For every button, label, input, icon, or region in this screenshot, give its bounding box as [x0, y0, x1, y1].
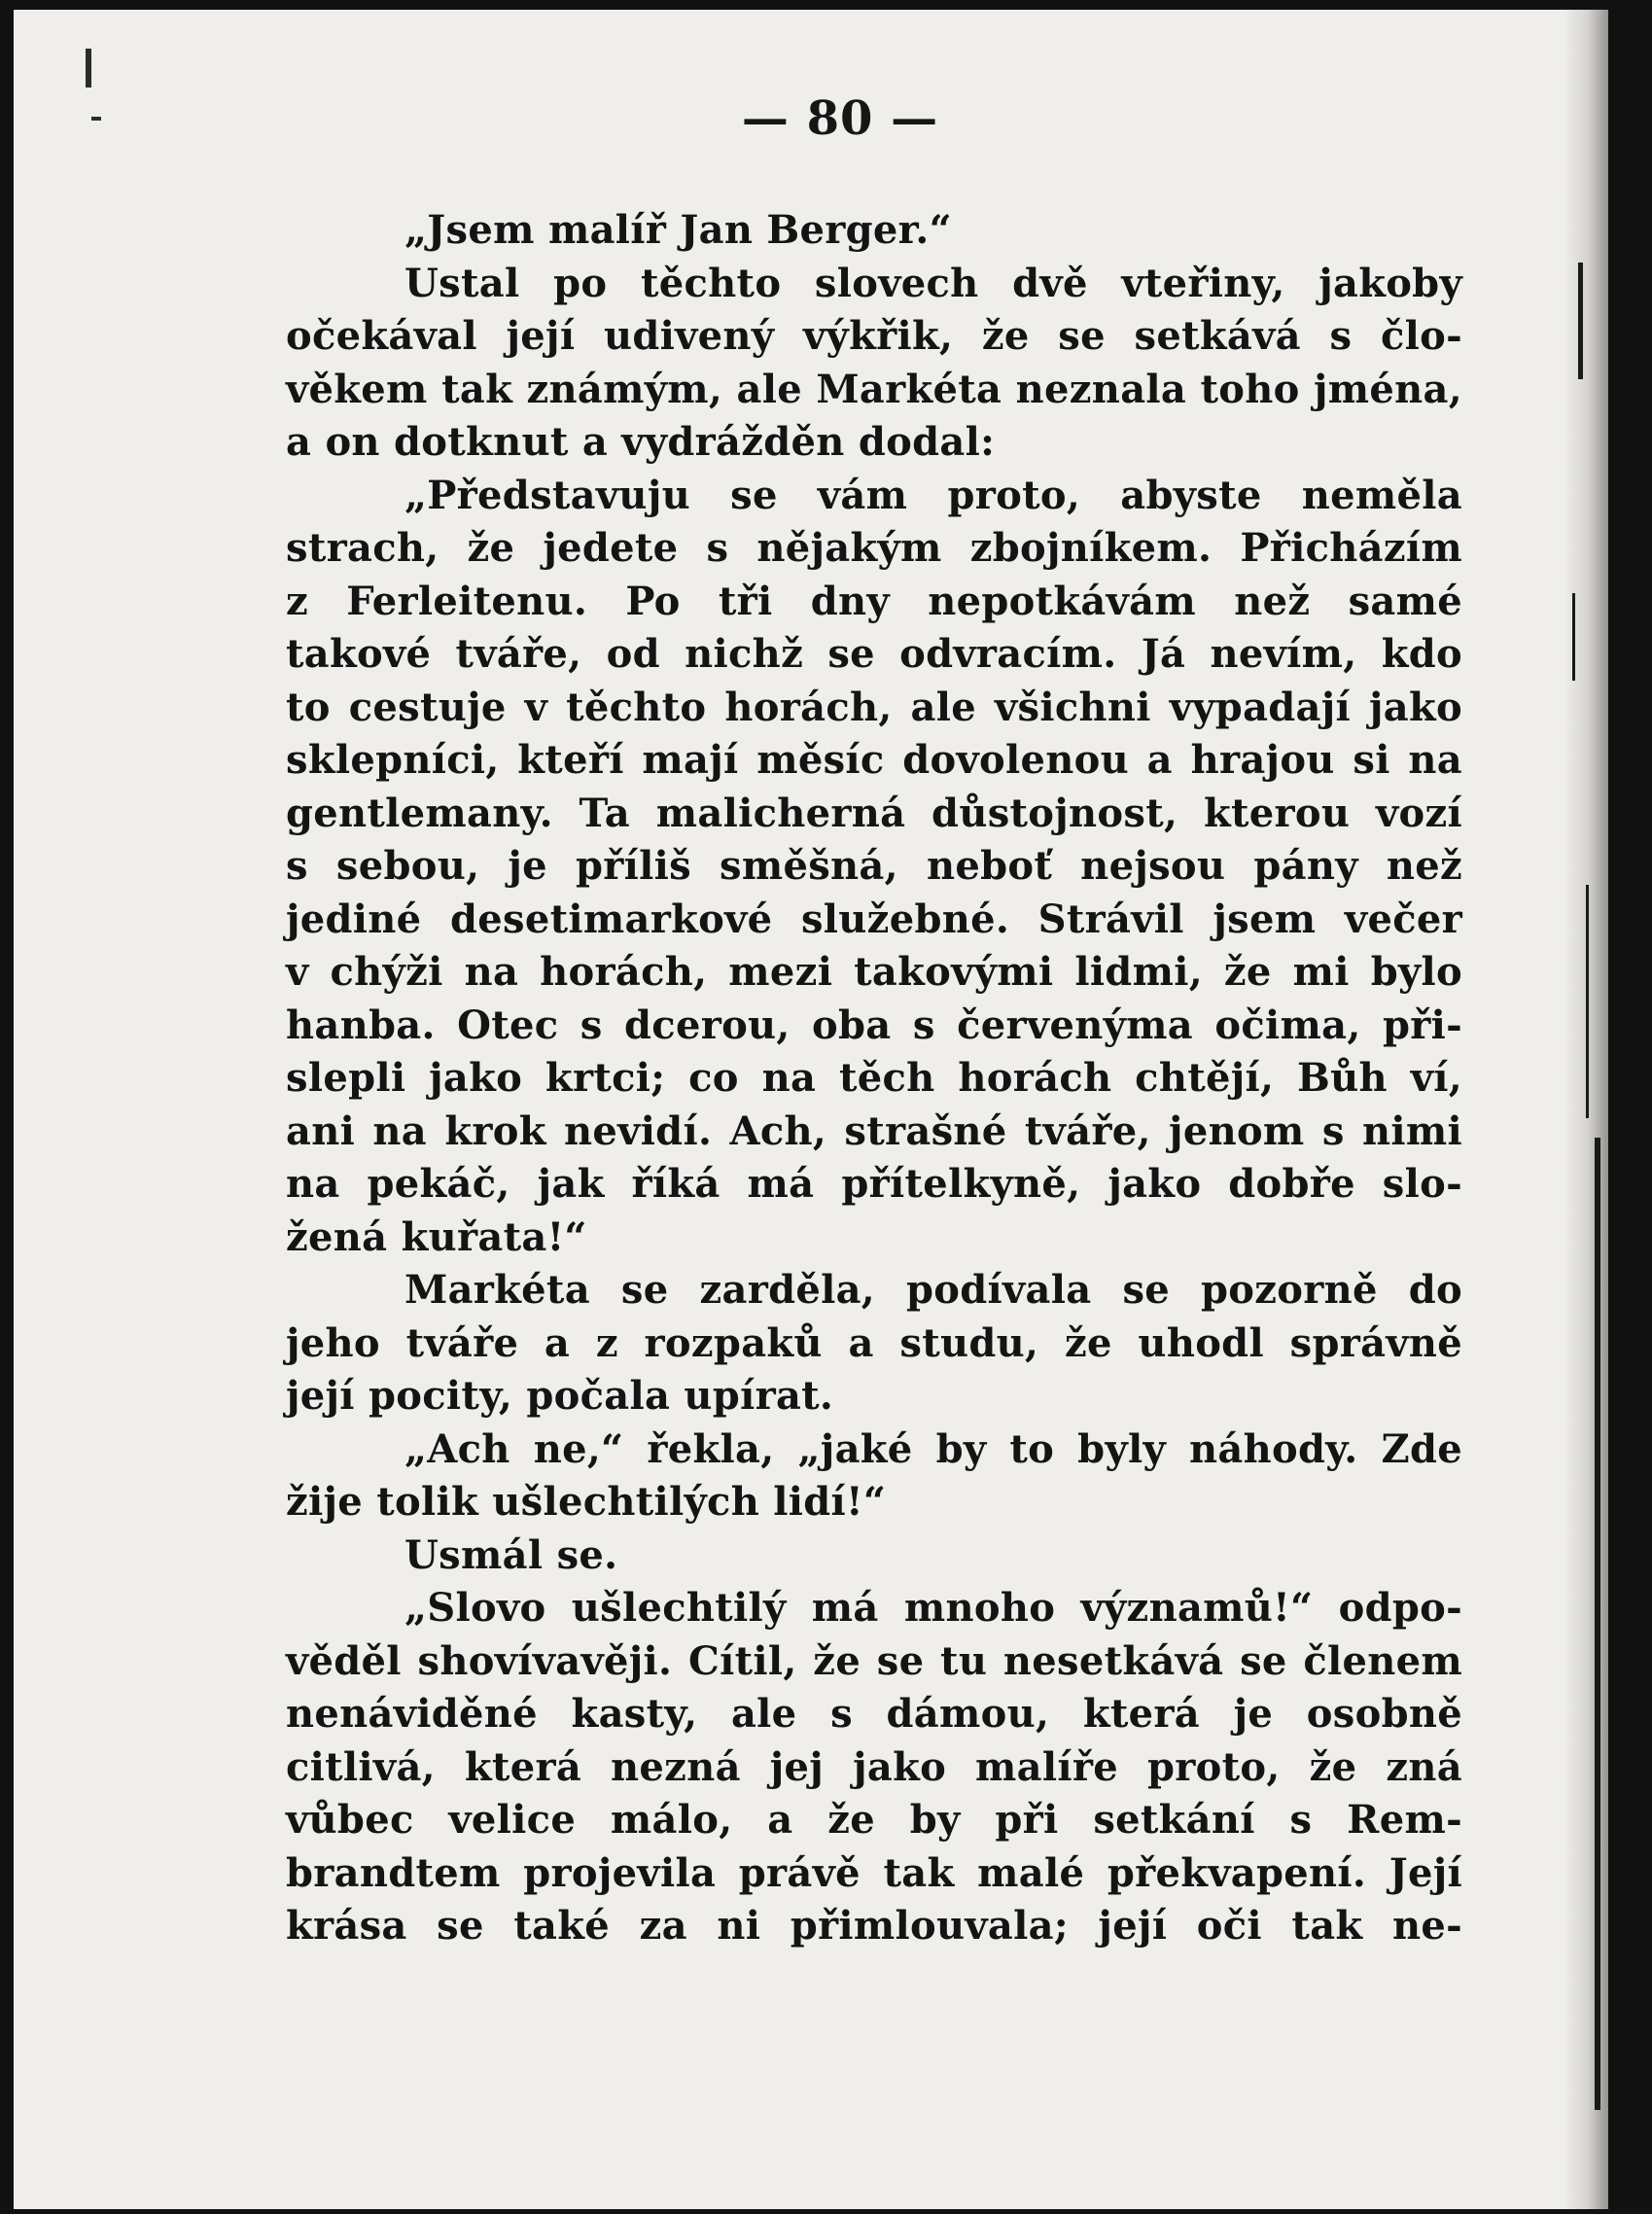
text-line: Ustal po těchto slovech dvě vteřiny, jakoby: [404, 260, 1462, 306]
page-number: — 80 —: [741, 91, 939, 146]
text-line: to cestuje v těchto horách, ale všichni vypadají jako: [286, 684, 1462, 730]
text-line: brandtem projevila právě tak malé překvapení. Její: [286, 1849, 1462, 1896]
text-line: sklepníci, kteří mají měsíc dovolenou a hrajou si na: [286, 737, 1462, 783]
text-line: věděl shovívavěji. Cítil, že se tu nesetkává se členem: [286, 1637, 1462, 1684]
text-line: v chýži na horách, mezi takovými lidmi, že mi bylo: [286, 949, 1462, 995]
text-line: věkem tak známým, ale Markéta neznala toho jména,: [286, 366, 1462, 412]
binding-mark: [1572, 593, 1575, 681]
text-line: „Představuju se vám proto, abyste neměla: [404, 472, 1462, 518]
text-line: z Ferleitenu. Po tři dny nepotkávám než samé: [286, 578, 1462, 624]
text-line: takové tváře, od nichž se odvracím. Já nevím, kdo: [286, 631, 1462, 677]
text-line: a on dotknut a vydrážděn dodal:: [286, 419, 996, 465]
text-line: nenáviděné kasty, ale s dámou, která je osobně: [286, 1691, 1462, 1737]
text-line: očekával její udivený výkřik, že se setkává s člo-: [286, 313, 1462, 359]
body-text: [286, 204, 1462, 1953]
text-line: gentlemany. Ta malicherná důstojnost, kterou vozí: [286, 790, 1462, 836]
scan-speck: [86, 49, 91, 88]
text-line: Markéta se zarděla, podívala se pozorně do: [404, 1267, 1462, 1313]
text-line: strach, že jedete s nějakým zbojníkem. Přicházím: [286, 525, 1462, 571]
text-line: ani na krok nevidí. Ach, strašné tváře, jenom s nimi: [286, 1107, 1462, 1154]
text-line: „Ach ne,“ řekla, „jaké by to byly náhody. Zde: [404, 1425, 1462, 1472]
text-line: její pocity, počala upírat.: [286, 1373, 834, 1419]
binding-mark: [1595, 1138, 1600, 2110]
text-line: slepli jako krtci; co na těch horách chtějí, Bůh ví,: [286, 1055, 1462, 1101]
text-line: na pekáč, jak říká má přítelkyně, jako dobře slo-: [286, 1161, 1462, 1207]
binding-mark: [1578, 263, 1583, 379]
text-line: jeho tváře a z rozpaků a studu, že uhodl správně: [286, 1319, 1462, 1366]
text-line: „Slovo ušlechtilý má mnoho významů!“ odpo-: [404, 1585, 1462, 1631]
text-line: citlivá, která nezná jej jako malíře proto, že zná: [286, 1743, 1462, 1790]
text-line: s sebou, je příliš směšná, neboť nejsou pány než: [286, 843, 1462, 889]
binding-mark: [1586, 885, 1589, 1118]
text-line: jediné desetimarkové služebné. Strávil jsem večer: [286, 896, 1462, 942]
text-line: žená kuřata!“: [286, 1213, 587, 1260]
book-page: [14, 10, 1608, 2209]
text-line: Usmál se.: [404, 1531, 618, 1578]
text-line: žije tolik ušlechtilých lidí!“: [286, 1479, 887, 1525]
text-line: krása se také za ni přimlouvala; její oči tak ne-: [286, 1903, 1462, 1949]
text-line: vůbec velice málo, a že by při setkání s Rem-: [286, 1797, 1462, 1843]
text-line: hanba. Otec s dcerou, oba s červenýma očima, při-: [286, 1002, 1462, 1048]
text-line: „Jsem malíř Jan Berger.“: [404, 207, 952, 253]
